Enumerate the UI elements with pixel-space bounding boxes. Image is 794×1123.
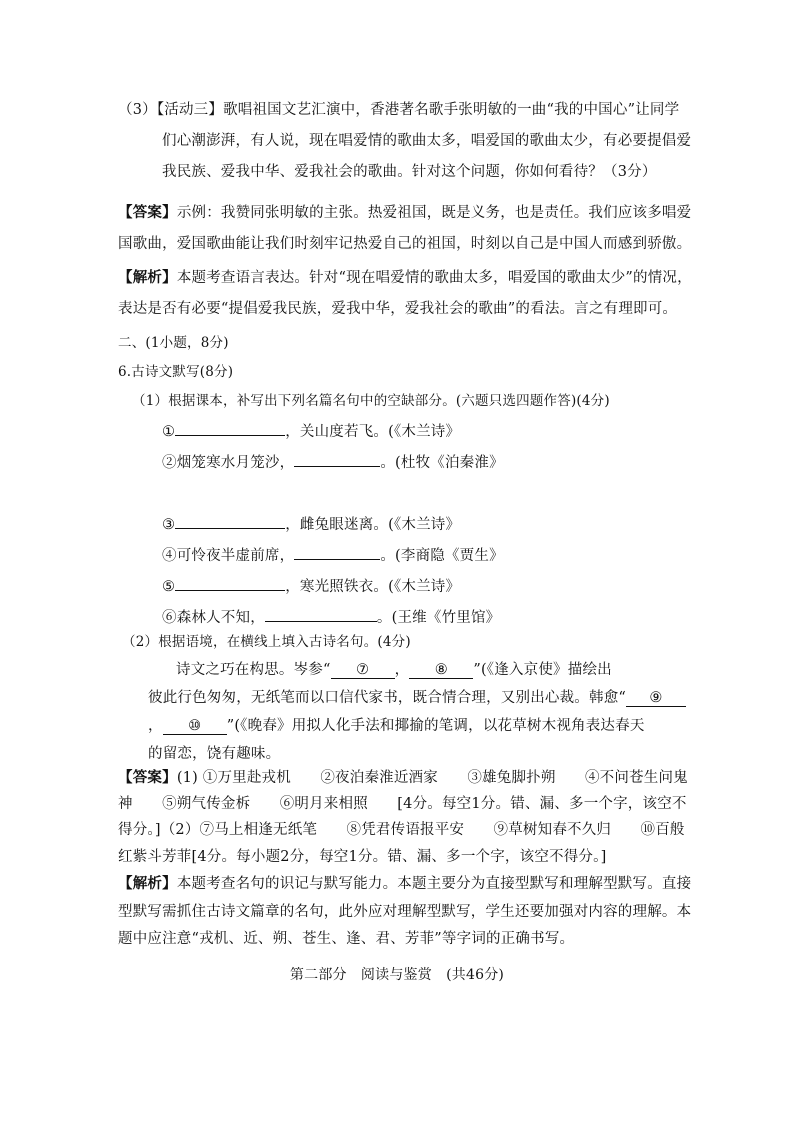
blank-line (175, 575, 285, 591)
fill-item-2: ②烟笼寒水月笼沙， 。(杜牧《泊秦淮》 (162, 451, 504, 473)
fill-item-5: ⑤ ，寒光照铁衣。(《木兰诗》 (162, 575, 460, 597)
q3-line1: （3）【活动三】歌唱祖国文艺汇演中，香港著名歌手张明敏的一曲“我的中国心”让同学 (118, 102, 680, 118)
q6-part2: （2）根据语境，在横线上填入古诗名句。(4分) (122, 634, 411, 650)
blank-9: ⑨ (626, 691, 686, 707)
answer1-line2: 国歌曲，爱国歌曲能让我们时刻牢记热爱自己的祖国，时刻以自己是中国人而感到骄傲。 (118, 236, 692, 252)
fill-item-4: ④可怜夜半虚前席， 。(李商隐《贾生》 (162, 544, 504, 566)
blank-line (265, 606, 377, 622)
fill-item-6: ⑥森林人不知， 。(王维《竹里馆》 (162, 606, 500, 628)
blank-line (175, 420, 285, 436)
answer-tag: 【答案】 (118, 769, 177, 786)
q6-part1: （1）根据课本，补写出下列名篇名句中的空缺部分。(六题只选四题作答)(4分) (132, 393, 610, 409)
part-two-heading: 第二部分 阅读与鉴赏 (共46分) (289, 967, 505, 983)
answer-tag: 【答案】 (118, 204, 177, 221)
blank-line (294, 451, 380, 467)
fill-item-3: ③ ，雌兔眼迷离。(《木兰诗》 (162, 513, 460, 535)
fill-item-1: ① ，关山度若飞。(《木兰诗》 (162, 420, 460, 442)
answer2-line2: 神 ⑤朔气传金柝 ⑥明月来相照 [4分。每空1分。错、漏、多一个字，该空不 (118, 796, 687, 812)
analysis1-line2: 表达是否有必要“提倡爱我民族，爱我中华，爱我社会的歌曲”的看法。言之有理即可。 (118, 301, 678, 317)
paragraph-line3: ， ⑩ ”(《晚春》用拟人化手法和揶揄的笔调，以花草树木视角表达春天 (148, 718, 645, 734)
blank-line (294, 544, 380, 560)
section-heading: 二、(1小题，8分) (118, 335, 229, 351)
answer2-line3: 得分。]（2）⑦马上相逢无纸笔 ⑧凭君传语报平安 ⑨草树知春不久归 ⑩百般 (118, 822, 685, 838)
paragraph-line2: 彼此行色匆匆，无纸笔而以口信代家书，既合情合理，又别出心裁。韩愈“ ⑨ (148, 688, 686, 708)
q3-line2: 们心潮澎湃，有人说，现在唱爱情的歌曲太多，唱爱国的歌曲太少，有必要提倡爱 (162, 133, 692, 149)
paragraph-line4: 的留恋，饶有趣味。 (148, 746, 281, 762)
paragraph-line1: 诗文之巧在构思。岑参“ ⑦ ， ⑧ ”(《逢入京使》描绘出 (176, 662, 612, 678)
answer1-text: 示例：我赞同张明敏的主张。热爱祖国，既是义务，也是责任。我们应该多唱爱 (176, 205, 692, 221)
analysis1-line1 (118, 268, 692, 288)
blank-8: ⑧ (409, 663, 473, 679)
blank-7: ⑦ (331, 663, 395, 679)
answer1-line1 (118, 203, 691, 223)
analysis1-text: 本题考查语言表达。针对“现在唱爱情的歌曲太多，唱爱国的歌曲太少”的情况， (176, 270, 692, 286)
q3-line3: 我民族、爱我中华、爱我社会的歌曲。针对这个问题，你如何看待？（3分） (162, 164, 657, 180)
analysis-tag: 【解析】 (118, 269, 177, 286)
blank-10: ⑩ (163, 719, 227, 735)
blank-line (175, 513, 285, 529)
answer2-line1: 【答案】(1) ①万里赴戎机 ②夜泊秦淮近酒家 ③雄兔脚扑朔 ④不问苍生问鬼 (118, 769, 688, 786)
q6-title: 6.古诗文默写(8分) (118, 364, 234, 380)
analysis2-line1: 【解析】本题考查名句的识记与默写能力。本题主要分为直接型默写和理解型默写。直接 (118, 875, 692, 892)
answer2-line4: 红紫斗芳菲[4分。每小题2分，每空1分。错、漏、多一个字，该空不得分。] (118, 849, 607, 865)
analysis-tag: 【解析】 (118, 875, 177, 892)
analysis2-line2: 型默写需抓住古诗文篇章的名句，此外应对理解型默写，学生还要加强对内容的理解。本 (118, 904, 692, 920)
analysis2-line3: 题中应注意“戎机、近、朔、苍生、逢、君、芳菲”等字词的正确书写。 (118, 931, 575, 947)
